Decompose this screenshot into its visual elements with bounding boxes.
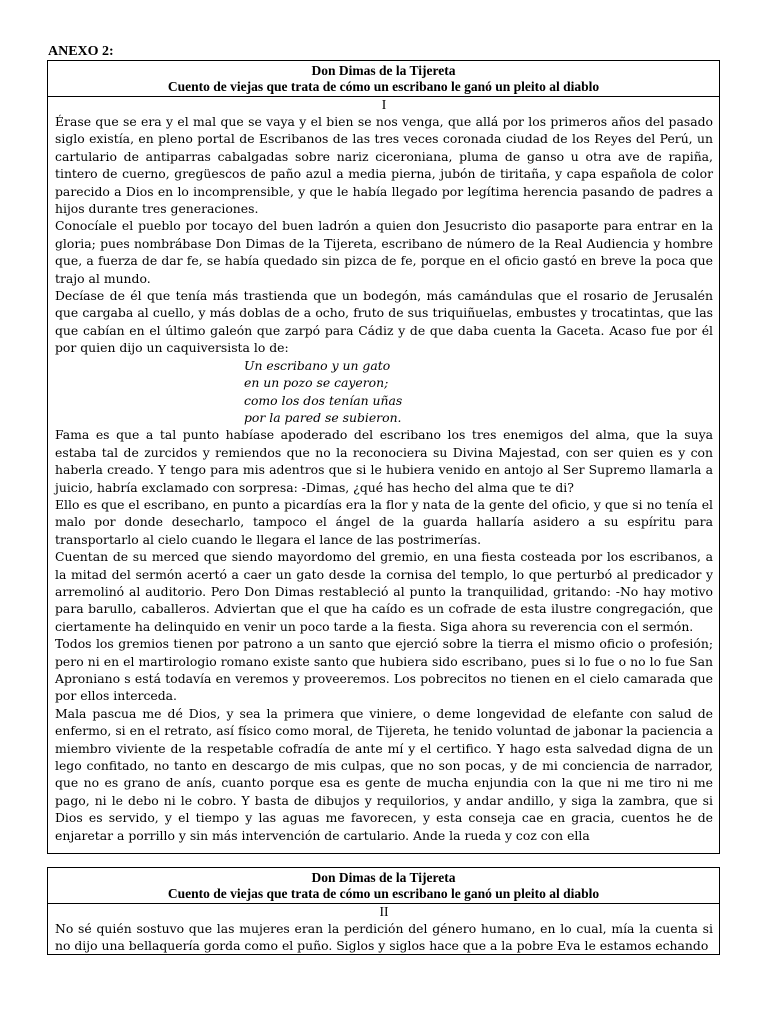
paragraph: Decíase de él que tenía más trastienda que un bodegón, más camándulas que el rosario de Jerusalén que cargaba al cuello, y más doblas de a ocho, fruto de sus triquiñuelas, embustes y trocatintas, que las que cabían en el último galeón que zarpó para Cádiz y de que daba cuenta la Gaceta. Acaso fue por él por quien dijo un caquiversista lo de: (55, 288, 713, 356)
story-body-2 (48, 904, 719, 955)
story-header-2 (48, 868, 719, 904)
paragraph: Todos los gremios tienen por patrono a un santo que ejerció sobre la tierra el mismo oficio o profesión; pero ni en el martirologio romano existe santo que hubiera sido escribano, pues si lo fue o no lo fue San Aproniano s está todavía en veremos y proveeremos. Los pobrecitos no tienen en el cielo camarada que por ellos interceda. (55, 636, 713, 704)
story-subtitle: Cuento de viejas que trata de cómo un escribano le ganó un pleito al diablo (167, 886, 600, 901)
story-title: Don Dimas de la Tijereta (311, 870, 456, 885)
paragraph: No sé quién sostuvo que las mujeres eran la perdición del género humano, en lo cual, mía la cuenta si no dijo una bellaquería gorda como el puño. Siglos y siglos hace que a la pobre Eva le estamos echando (55, 921, 713, 954)
paragraph: Ello es que el escribano, en punto a picardías era la flor y nata de la gente del oficio, y que si no tenía el malo por donde desecharlo, tampoco el ángel de la guarda hallaría asidero a su espíritu para transportarlo al cielo cuando le llegara el lance de las postrimerías. (55, 496, 713, 547)
story-body-1 (48, 97, 719, 844)
section-number: II (379, 904, 389, 919)
paragraph: Fama es que a tal punto habíase apoderado del escribano los tres enemigos del alma, que la suya estaba tal de zurcidos y remiendos que no la reconociera su Divina Majestad, con ser quien es y con haberla creado. Y tengo para mis adentros que si le hubiera venido en antojo al Ser Supremo llamarla a juicio, habría exclamado con sorpresa: -Dimas, ¿qué has hecho del alma que te di? (55, 427, 713, 495)
verse-line: en un pozo se cayeron; (244, 375, 389, 391)
paragraph: Érase que se era y el mal que se vaya y el bien se nos venga, que allá por los primeros años del pasado siglo existía, en pleno portal de Escribanos de las tres veces coronada ciudad de los Reyes del Perú, un cartulario de antiparras cabalgadas sobre nariz ciceroniana, pluma de ganso u otra ave de rapiña, tintero de cuerno, gregüescos de paño azul a media pierna, jubón de tiritaña, y capa española de color parecido a Dios en lo incomprensible, y que le había llegado por legítima herencia pasando de padres a hijos durante tres generaciones. (55, 114, 713, 217)
annex-label: ANEXO 2: (48, 44, 114, 59)
paragraph: Conocíale el pueblo por tocayo del buen ladrón a quien don Jesucristo dio pasaporte para entrar en la gloria; pues nombrábase Don Dimas de la Tijereta, escribano de número de la Real Audiencia y hombre que, a fuerza de dar fe, se había quedado sin pizca de fe, porque en el oficio gastó en breve la poca que trajo al mundo. (55, 218, 713, 286)
story-title: Don Dimas de la Tijereta (311, 63, 456, 78)
verse-line: Un escribano y un gato (244, 357, 391, 373)
story-box-1 (47, 60, 720, 854)
verse-line: como los dos tenían uñas (244, 392, 403, 408)
story-header-1 (48, 61, 719, 97)
paragraph: Mala pascua me dé Dios, y sea la primera que viniere, o deme longevidad de elefante con salud de enfermo, si en el retrato, así físico como moral, de Tijereta, he tenido voluntad de jabonar la paciencia a miembro viviente de la respetable cofradía de ante mí y el certifico. Y hago esta salvedad digna de un lego confitado, no tanto en descargo de mis culpas, que no son pocas, y de mi conciencia de narrador, que no es grano de anís, cuanto porque esa es gente de mucha enjundia con la que ni me tiro ni me pago, ni le debo ni le cobro. Y basta de dibujos y requilorios, y andar andillo, y siga la zambra, que si Dios es servido, y el tiempo y las aguas me favorecen, y esta conseja cae en gracia, cuentos he de enjaretar a porrillo y sin más intervención de cartulario. Ande la rueda y coz con ella (55, 705, 713, 843)
verse-block (55, 357, 713, 427)
story-subtitle: Cuento de viejas que trata de cómo un escribano le ganó un pleito al diablo (167, 79, 600, 94)
story-box-2 (47, 867, 720, 955)
paragraph: Cuentan de su merced que siendo mayordomo del gremio, en una fiesta costeada por los escribanos, a la mitad del sermón acertó a caer un gato desde la cornisa del templo, lo que perturbó al predicador y arremolinó al auditorio. Pero Don Dimas restableció al punto la tranquilidad, gritando: -No hay motivo para barullo, caballeros. Adviertan que el que ha caído es un cofrade de esta ilustre congregación, que ciertamente ha delinquido en venir un poco tarde a la fiesta. Siga ahora su reverencia con el sermón. (55, 549, 713, 634)
verse-line: por la pared se subieron. (244, 409, 402, 425)
section-number: I (381, 97, 387, 112)
